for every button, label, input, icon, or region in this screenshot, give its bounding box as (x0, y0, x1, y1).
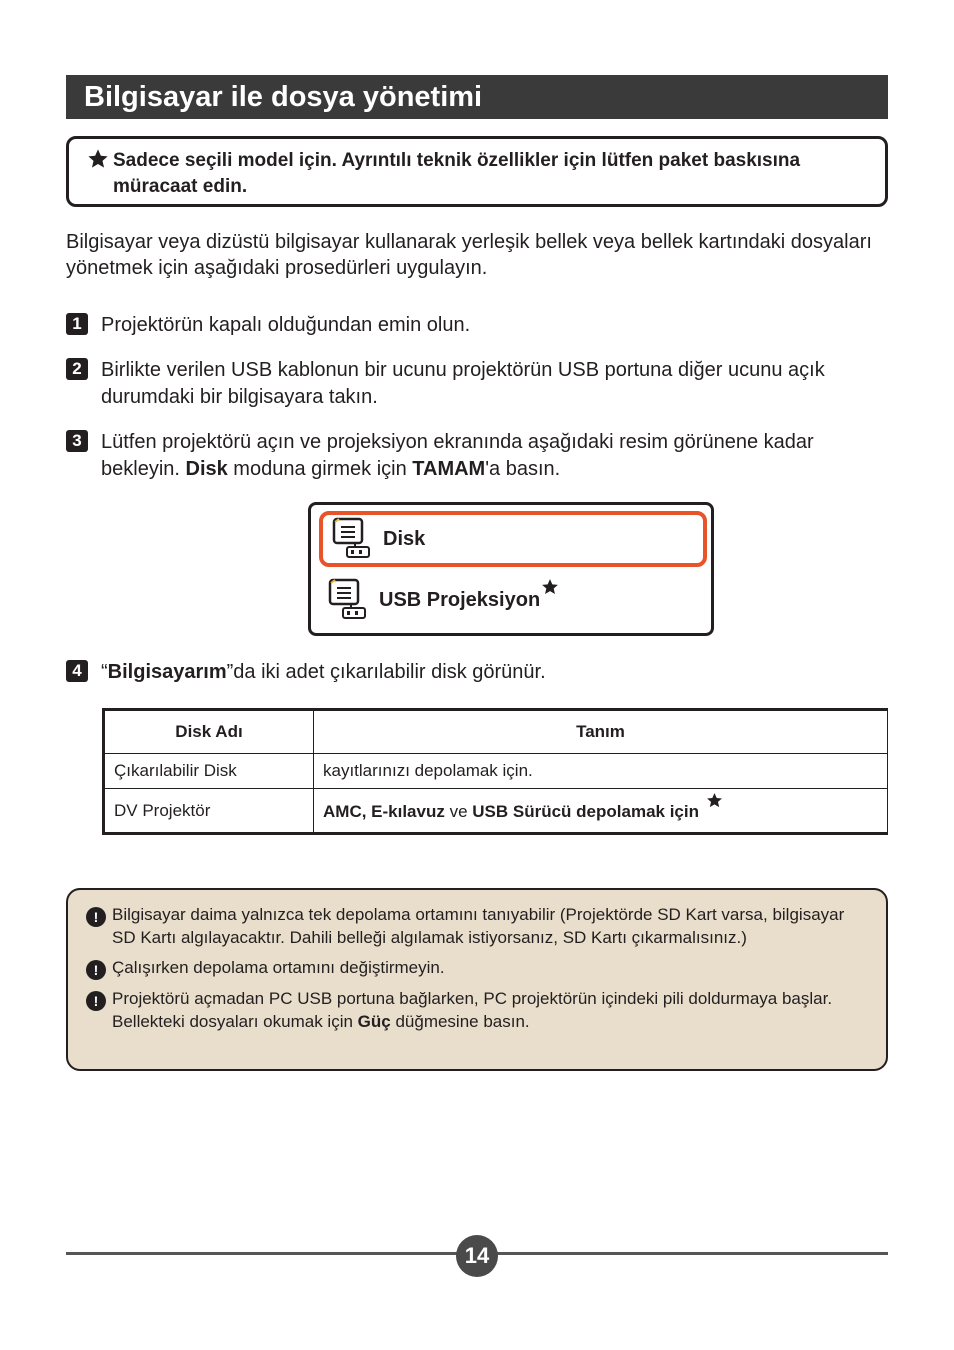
model-note-box (66, 136, 888, 207)
step-number: 1 (66, 313, 88, 335)
menu-item-label: Disk (383, 527, 426, 550)
warning-text: Bilgisayar daima yalnızca tek depolama ortamını tanıyabilir (Projektörde SD Kart varsa, bilgisayar SD Kartı algılayacaktır. Dahili belleği algılamak istiyorsanız, SD Kartı çıkarmalısınız.) (112, 905, 845, 947)
step-text-part: Lütfen projektörü açın ve projeksiyon ekranında aşağıdaki resim görünene kadar bekleyin. (101, 431, 814, 480)
desc-plain: ve (444, 801, 473, 821)
menu-item-disk[interactable] (319, 511, 707, 567)
menu-item-usb-projection[interactable] (319, 572, 707, 628)
step-number: 3 (66, 430, 88, 452)
warning-icon: ! (86, 991, 106, 1011)
menu-item-label: USB Projeksiyon (379, 588, 541, 611)
disk-desc-cell: kayıtlarınızı depolamak için. (314, 754, 888, 789)
title-bar (66, 75, 888, 119)
mode-menu-panel (308, 502, 714, 636)
warning-item (86, 987, 866, 1033)
ok-button-label: TAMAM (412, 458, 486, 480)
step-text-part: moduna girmek için (227, 458, 413, 480)
warning-icon: ! (86, 907, 106, 927)
step-text: Birlikte verilen USB kablonun bir ucunu projektörün USB portuna diğer ucunu açık durumdaki bir bilgisayara takın. (101, 359, 825, 408)
disk-name-cell: Çıkarılabilir Disk (104, 754, 314, 789)
step-text-part: 'a basın. (485, 458, 561, 480)
warning-text-part: Projektörü açmadan PC USB portuna bağlarken, PC projektörün içindeki pili doldurmaya başlar. Bellekteki dosyaları okumak için (112, 989, 833, 1031)
table-row (104, 754, 888, 789)
step-3 (66, 429, 888, 483)
table-row (104, 789, 888, 834)
page-number: 14 (456, 1235, 498, 1277)
star-icon (706, 794, 723, 813)
step-4 (66, 659, 888, 686)
step-number: 4 (66, 660, 88, 682)
power-button-label: Güç (357, 1012, 391, 1031)
column-header: Disk Adı (104, 710, 314, 754)
warning-item (86, 956, 866, 980)
warning-text-part: düğmesine basın. (390, 1012, 530, 1031)
step-text (101, 659, 888, 686)
quote-mark: “ (101, 661, 108, 683)
disk-name-cell: DV Projektör (104, 789, 314, 834)
model-note-text: Sadece seçili model için. Ayrıntılı teknik özellikler için lütfen paket baskısına müracaat edin. (113, 150, 801, 197)
step-text (101, 429, 888, 483)
step-2 (66, 357, 888, 411)
table-header-row (104, 710, 888, 754)
disk-mode-label: Disk (185, 458, 228, 480)
intro-paragraph: Bilgisayar veya dizüstü bilgisayar kullanarak yerleşik bellek veya bellek kartındaki dosyaları yönetmek için aşağıdaki prosedürleri uygulayın. (66, 231, 872, 279)
step-1 (66, 312, 888, 339)
warning-icon: ! (86, 960, 106, 980)
warning-text: Çalışırken depolama ortamını değiştirmeyin. (112, 958, 445, 977)
disk-table (102, 708, 888, 835)
page-title: Bilgisayar ile dosya yönetimi (84, 81, 483, 113)
desc-bold: AMC, E-kılavuz (323, 801, 445, 821)
monitor-usb-icon (327, 577, 373, 623)
warning-box (66, 888, 888, 1071)
column-header: Tanım (314, 710, 888, 754)
star-icon (541, 578, 559, 602)
my-computer-label: Bilgisayarım (107, 661, 227, 683)
disk-desc-cell (314, 789, 888, 834)
step-text: Projektörün kapalı olduğundan emin olun. (101, 314, 471, 336)
monitor-usb-icon (331, 516, 377, 562)
star-icon (87, 148, 113, 204)
warning-item (86, 903, 866, 949)
step-number: 2 (66, 358, 88, 380)
step-text-part: ”da iki adet çıkarılabilir disk görünür. (226, 661, 546, 683)
desc-bold: USB Sürücü depolamak için (472, 801, 699, 821)
warning-text (112, 987, 866, 1033)
